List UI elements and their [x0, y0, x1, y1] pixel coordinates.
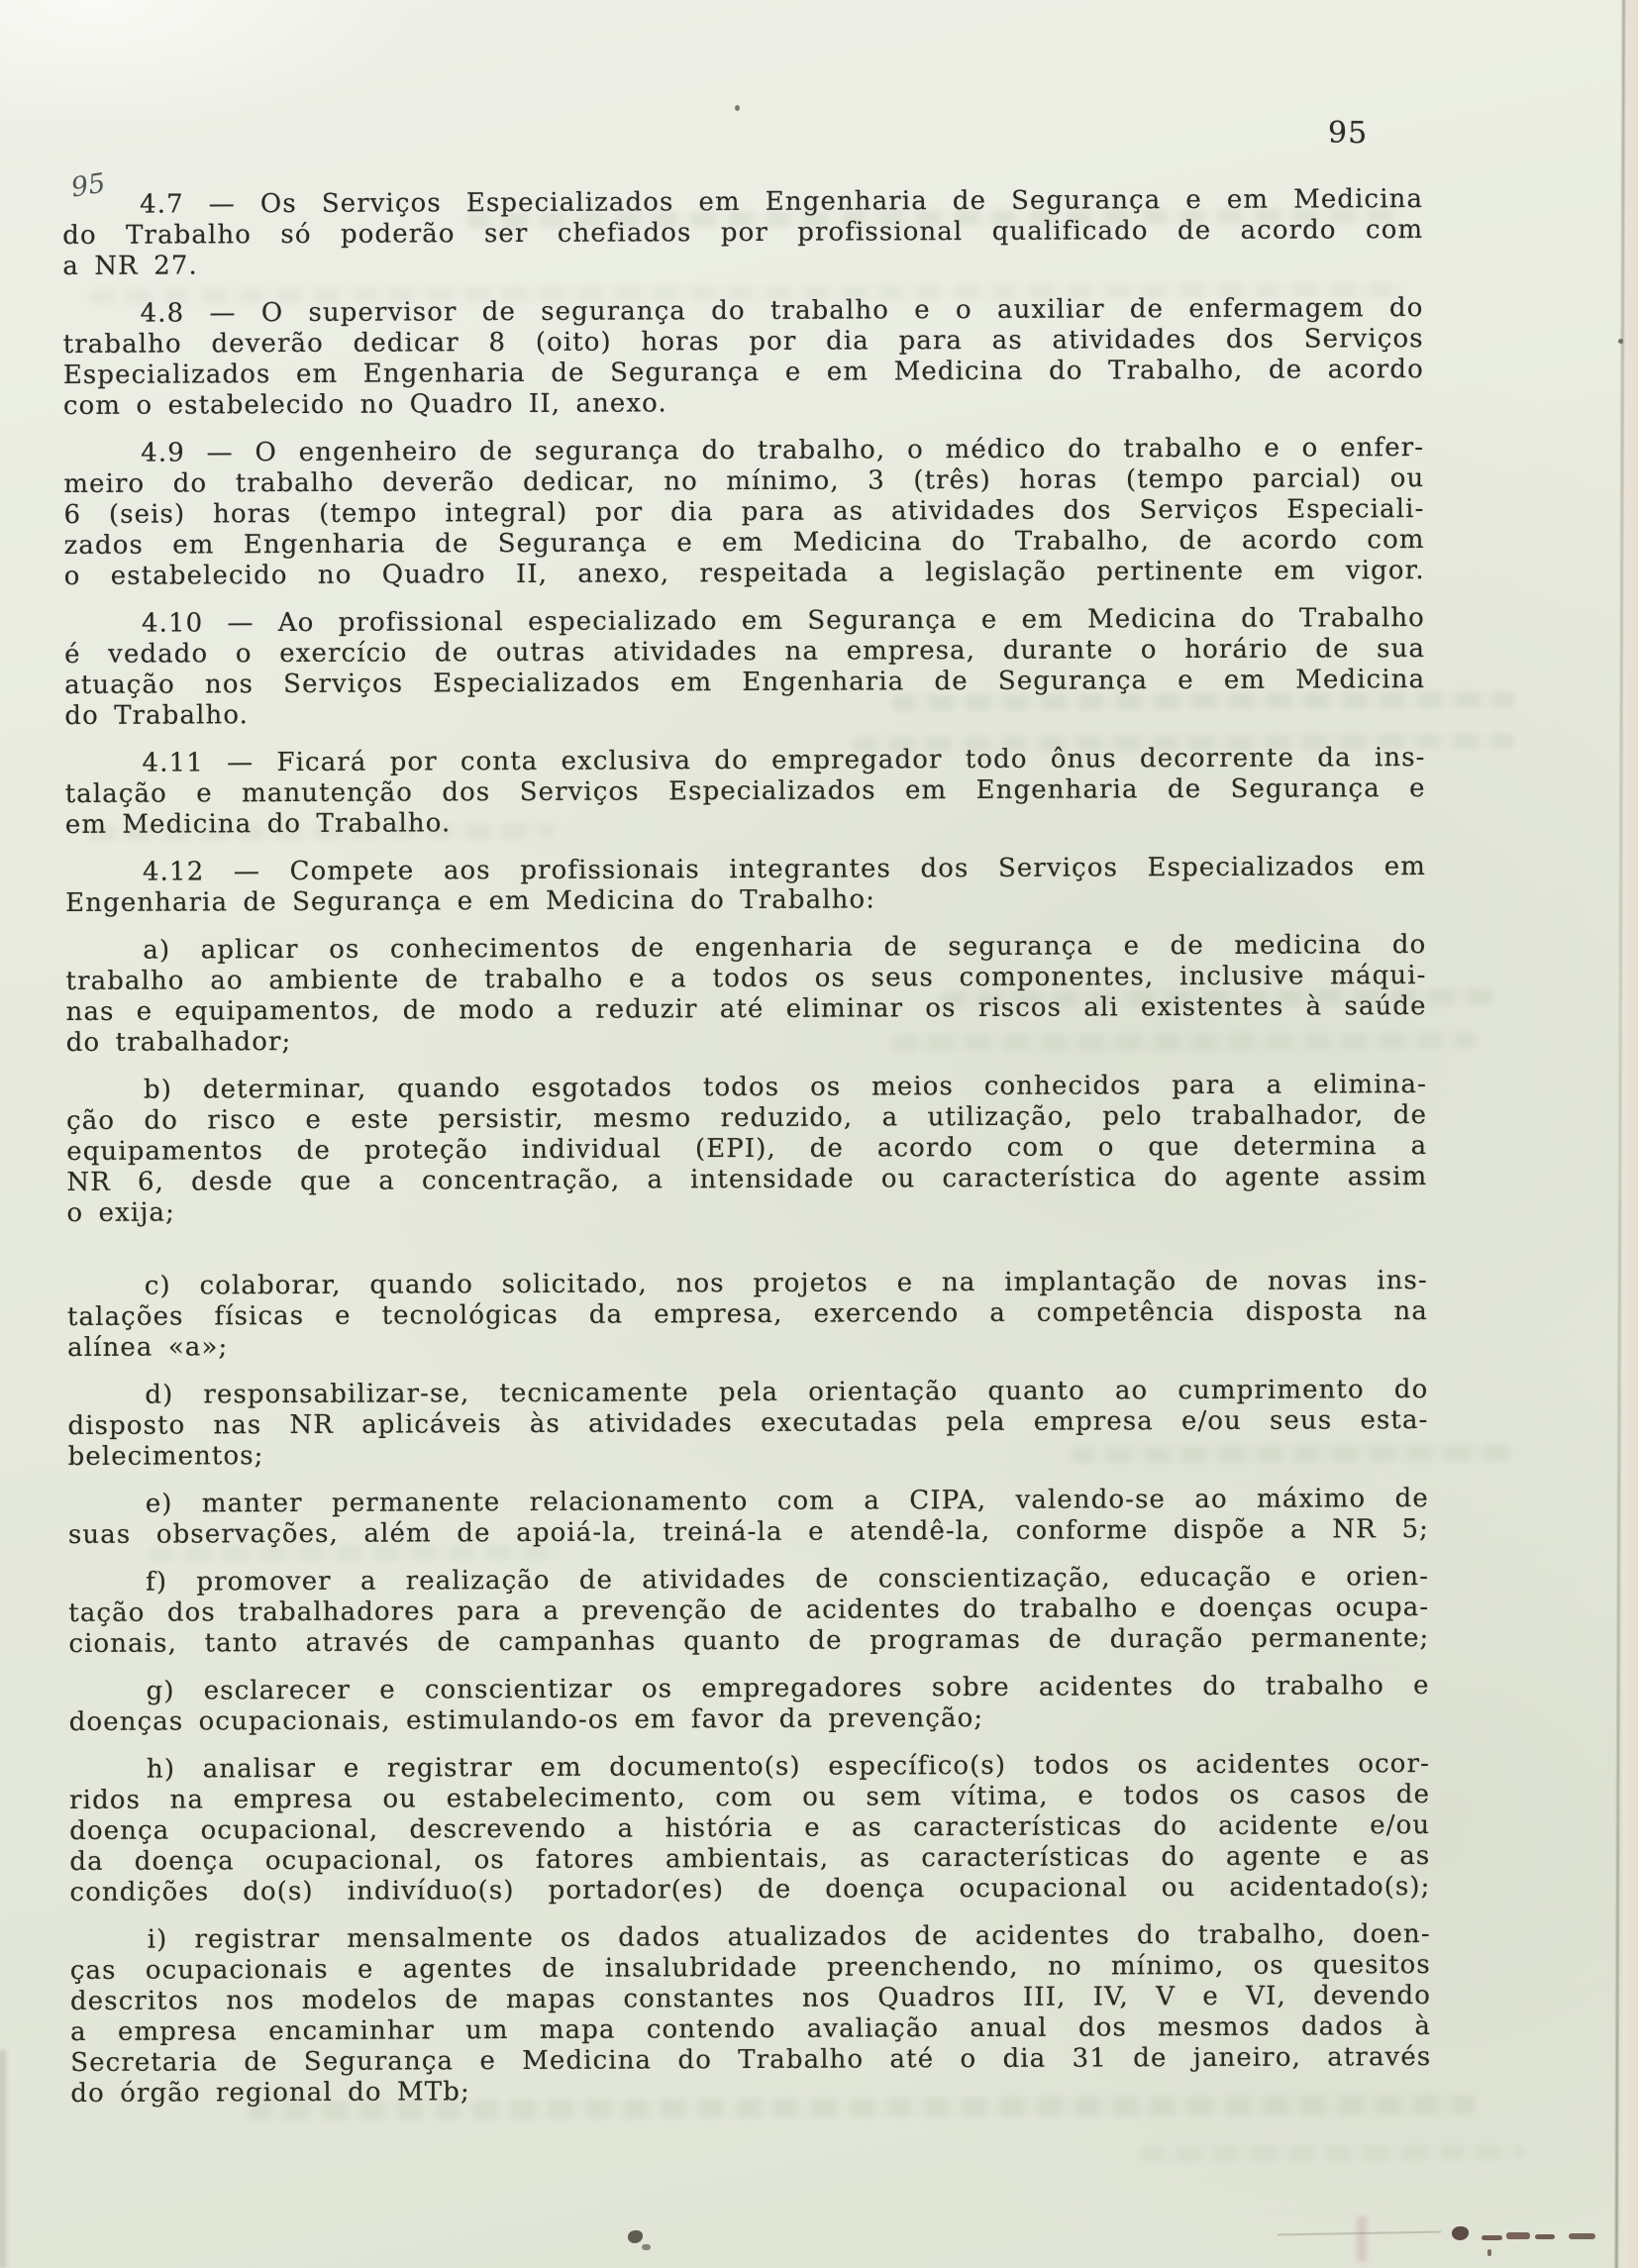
ink-smudge [1452, 2226, 1469, 2240]
text-line: do Trabalho. [64, 700, 250, 731]
text-line: e) manter permanente relacionamento com a CIPA, valendo-se ao máximo de [145, 1483, 1429, 1519]
text-line: h) analisar e registrar em documento(s) específico(s) todos os acidentes ocor- [146, 1748, 1431, 1785]
paragraph-4.8 [62, 293, 1424, 422]
text-line: descritos nos modelos de mapas constantes nos Quadros III, IV, V e VI, devendo [69, 1980, 1432, 2016]
text-line: atuação nos Serviços Especializados em Engenharia de Segurança e em Medicina [64, 665, 1426, 700]
page-shadow [0, 2050, 9, 2268]
text-line: doenças ocupacionais, estimulando-os em favor da prevenção; [68, 1702, 984, 1737]
text-line: ção do risco e este persistir, mesmo reduzido, a utilização, pelo trabalhador, de [66, 1099, 1428, 1136]
text-line: alínea «a»; [67, 1332, 229, 1363]
page-number: 95 [1328, 116, 1369, 151]
text-line: c) colaborar, quando solicitado, nos projetos e na implantação de novas ins- [144, 1265, 1428, 1301]
text-line: em Medicina do Trabalho. [64, 808, 452, 840]
ink-speck [735, 105, 740, 111]
text-line: suas observações, além de apoiá-la, treiná-la e atendê-la, conforme dispõe a NR 5; [67, 1513, 1429, 1550]
paragraph-f [68, 1562, 1429, 1660]
stain-mark [1357, 2216, 1367, 2262]
text-line: NR 6, desde que a concentração, a intensidade ou característica do agente assim [66, 1161, 1428, 1197]
paragraph-4.10 [64, 603, 1426, 732]
text-line: 4.7 — Os Serviços Especializados em Engenharia de Segurança e em Medicina [139, 184, 1424, 220]
text-line: trabalho ao ambiente de trabalho e a todos os seus componentes, inclusive máqui- [65, 960, 1427, 996]
paragraph-a [65, 930, 1427, 1059]
text-line: ças ocupacionais e agentes de insalubridade preenchendo, no mínimo, os quesitos [69, 1949, 1431, 1986]
text-line: disposto nas NR aplicáveis às atividades executadas pela empresa e/ou seus esta- [67, 1404, 1429, 1441]
paragraph-4.12 [65, 852, 1426, 919]
paragraph-d [67, 1375, 1428, 1473]
bleed-through-stain [1139, 2144, 1525, 2162]
text-line: 4.8 — O supervisor de segurança do trabalho e o auxiliar de enfermagem do [140, 293, 1424, 329]
text-line: talação e manutenção dos Serviços Especializados em Engenharia de Segurança e [64, 773, 1426, 809]
ink-smudge [1535, 2234, 1555, 2239]
paragraph-b [66, 1070, 1428, 1229]
text-line: a) aplicar os conhecimentos de engenharia de segurança e de medicina do [143, 929, 1427, 966]
scanner-background-strip [1623, 0, 1638, 2268]
text-line: tação dos trabalhadores para a prevenção de acidentes do trabalho e doenças ocupa- [68, 1592, 1430, 1628]
text-line: 4.12 — Compete aos profissionais integrantes dos Serviços Especializados em [142, 851, 1427, 887]
text-line: a empresa encaminhar um mapa contendo avaliação anual dos mesmos dados à [70, 2010, 1432, 2047]
text-line: b) determinar, quando esgotados todos os meios conhecidos para a elimina- [143, 1069, 1428, 1105]
text-line: Especializados em Engenharia de Segurança e em Medicina do Trabalho, de acordo [62, 355, 1424, 390]
text-line: Engenharia de Segurança e em Medicina do Trabalho: [65, 884, 876, 918]
text-line: cionais, tanto através de campanhas quanto de programas de duração permanente; [68, 1622, 1430, 1659]
text-line: f) promover a realização de atividades de conscientização, educação e orien- [146, 1561, 1430, 1598]
text-line: equipamentos de proteção individual (EPI), de acordo com o que determina a [66, 1130, 1428, 1167]
handwritten-page-number: 95 [68, 167, 108, 204]
text-line: o estabelecido no Quadro II, anexo, respeitada a legislação pertinente em vigor. [63, 556, 1425, 591]
text-line: a NR 27. [62, 251, 198, 281]
text-line: com o estabelecido no Quadro II, anexo. [62, 388, 667, 421]
paragraph-c [67, 1266, 1428, 1364]
text-line: zados em Engenharia de Segurança e em Medicina do Trabalho, de acordo com [63, 525, 1425, 561]
text-line: 4.11 — Ficará por conta exclusiva do empregador todo ônus decorrente da ins- [142, 742, 1426, 778]
text-line: 6 (seis) horas (tempo integral) por dia para as atividades dos Serviços Especiali- [63, 494, 1425, 530]
text-line: é vedado o exercício de outras atividades na empresa, durante o horário de sua [63, 634, 1426, 670]
ink-smudge [1569, 2233, 1595, 2239]
text-line: g) esclarecer e conscientizar os empregadores sobre acidentes do trabalho e [146, 1670, 1430, 1706]
text-line: do trabalhador; [65, 1026, 292, 1058]
text-line: doença ocupacional, descrevendo a história e as características do acidente e/ou [69, 1809, 1431, 1846]
text-line: talações físicas e tecnológicas da empresa, exercendo a competência disposta na [66, 1295, 1429, 1332]
text-line: 4.10 — Ao profissional especializado em Segurança e em Medicina do Trabalho [141, 603, 1425, 639]
text-line: da doença ocupacional, os fatores ambientais, as características do agente e as [69, 1840, 1431, 1877]
paragraph-e [68, 1484, 1429, 1551]
ink-smudge [1487, 2249, 1491, 2256]
text-line: Secretaria de Segurança e Medicina do Trabalho até o dia 31 de janeiro, através [70, 2041, 1432, 2078]
ink-smudge [1506, 2232, 1530, 2239]
ink-smudge [642, 2244, 651, 2250]
paragraph-4.9 [63, 433, 1425, 592]
paragraph-i [70, 1919, 1432, 2110]
ink-smudge [1482, 2235, 1502, 2240]
text-block [62, 184, 1431, 2110]
text-line: do Trabalho só poderão ser chefiados por profissional qualificado de acordo com [62, 215, 1424, 251]
paragraph-4.7 [62, 184, 1423, 282]
text-line: nas e equipamentos, de modo a reduzir até eliminar os riscos ali existentes à saúde [65, 990, 1427, 1027]
text-line: meiro do trabalho deverão dedicar, no mínimo, 3 (três) horas (tempo parcial) ou [63, 464, 1425, 499]
paragraph-h [69, 1749, 1431, 1908]
text-line: trabalho deverão dedicar 8 (oito) horas por dia para as atividades dos Serviços [62, 324, 1424, 360]
text-line: do órgão regional do MTb; [70, 2077, 470, 2109]
text-line: i) registrar mensalmente os dados atualizados de acidentes do trabalho, doen- [147, 1918, 1431, 1955]
text-line: 4.9 — O engenheiro de segurança do trabalho, o médico do trabalho e o enfer- [141, 433, 1425, 468]
ink-smudge [628, 2230, 643, 2243]
text-line: o exija; [66, 1197, 175, 1228]
paragraph-g [69, 1671, 1430, 1738]
paragraph-4.11 [64, 743, 1425, 841]
text-line: belecimentos; [67, 1441, 264, 1472]
text-line: condições do(s) indivíduo(s) portador(es) de doença ocupacional ou acidentado(s); [69, 1871, 1431, 1907]
text-line: d) responsabilizar-se, tecnicamente pela orientação quanto ao cumprimento do [145, 1374, 1429, 1410]
text-line: ridos na empresa ou estabelecimento, com ou sem vítima, e todos os casos de [69, 1779, 1431, 1815]
